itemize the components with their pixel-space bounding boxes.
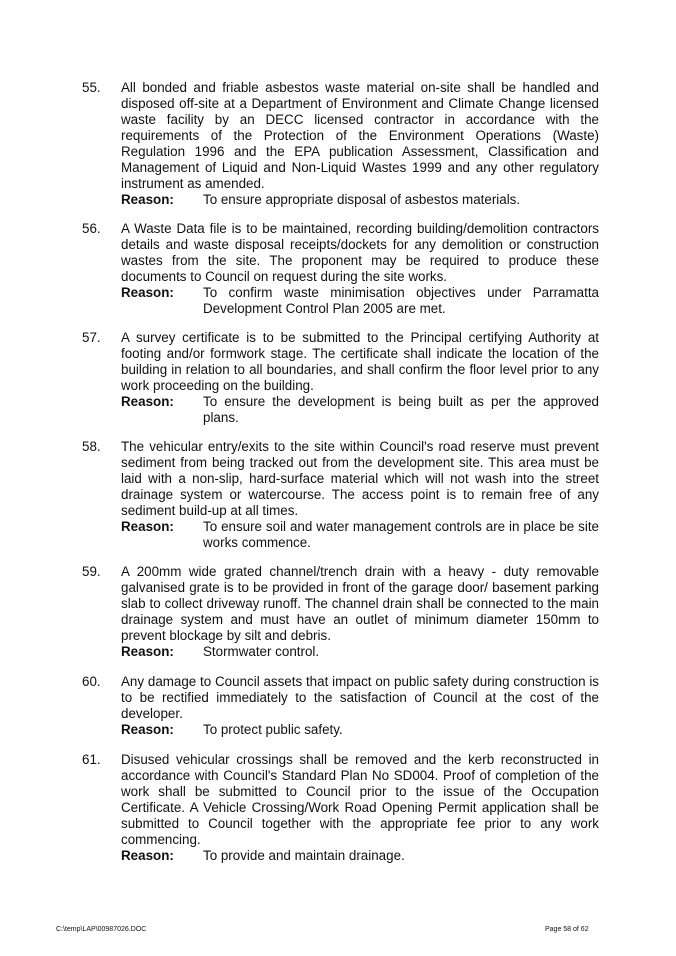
condition-body: [121, 330, 599, 426]
condition-body: [121, 439, 599, 551]
reason-row: [121, 394, 599, 426]
footer-page-number: Page 58 of 62: [545, 926, 589, 933]
condition-number: 56.: [82, 221, 101, 236]
condition-text: A Waste Data file is to be maintained, recording building/demolition contractors details and waste disposal receipts/dockets for any demolition or construction wastes from the site. The proponent may be required to produce these documents to Council on request during the site works.: [121, 221, 599, 284]
condition-body: [121, 674, 599, 738]
condition-text: Disused vehicular crossings shall be removed and the kerb reconstructed in accordance with Council's Standard Plan No SD004. Proof of completion of the work shall be submitted to Council prior to the issue of the Occupation Certificate. A Vehicle Crossing/Work Road Opening Permit application shall be submitted to Council together with the appropriate fee prior to any work commencing.: [121, 752, 599, 847]
reason-label: Reason:: [121, 285, 174, 300]
condition-number: 59.: [82, 564, 101, 579]
condition-body: [121, 564, 599, 660]
reason-row: [121, 192, 599, 208]
reason-row: [121, 848, 599, 864]
condition-body: [121, 221, 599, 317]
reason-text: Stormwater control.: [203, 644, 320, 659]
condition-number: 61.: [82, 752, 101, 767]
reason-row: [121, 519, 599, 551]
condition-text: All bonded and friable asbestos waste material on-site shall be handled and disposed off-site at a Department of Environment and Climate Change licensed waste facility by an DECC licensed contractor in accordance with the requirements of the Protection of the Environment Operations (Waste) Regulation 1996 and the EPA publication Assessment, Classification and Management of Liquid and Non-Liquid Wastes 1999 and any other regulatory instrument as amended.: [121, 80, 599, 191]
reason-label: Reason:: [121, 192, 174, 207]
reason-label: Reason:: [121, 722, 174, 737]
reason-text: To protect public safety.: [203, 722, 343, 737]
reason-label: Reason:: [121, 394, 174, 409]
reason-row: [121, 644, 599, 660]
reason-row: [121, 285, 599, 317]
condition-number: 55.: [82, 80, 101, 95]
condition-text: Any damage to Council assets that impact on public safety during construction is to be rectified immediately to the satisfaction of Council at the cost of the developer.: [121, 674, 599, 721]
reason-label: Reason:: [121, 519, 174, 534]
condition-body: [121, 80, 599, 208]
footer-file-path: C:\temp\LAP\00987026.DOC: [56, 926, 147, 933]
reason-text: To ensure soil and water management controls are in place be site works commence.: [203, 519, 599, 550]
reason-label: Reason:: [121, 848, 174, 863]
reason-text: To ensure appropriate disposal of asbestos materials.: [203, 192, 521, 207]
reason-label: Reason:: [121, 644, 174, 659]
condition-text: A 200mm wide grated channel/trench drain with a heavy - duty removable galvanised grate is to be provided in front of the garage door/ basement parking slab to collect driveway runoff. The channel drain shall be connected to the main drainage system and must have an outlet of minimum diameter 150mm to prevent blockage by silt and debris.: [121, 564, 599, 643]
reason-row: [121, 722, 599, 738]
condition-number: 57.: [82, 330, 101, 345]
condition-body: [121, 752, 599, 864]
reason-text: To provide and maintain drainage.: [203, 848, 405, 863]
condition-text: The vehicular entry/exits to the site within Council's road reserve must prevent sediment from being tracked out from the development site. This area must be laid with a non-slip, hard-surface material which will not wash into the street drainage system or watercourse. The access point is to remain free of any sediment build-up at all times.: [121, 439, 599, 518]
condition-number: 60.: [82, 674, 101, 689]
reason-text: To ensure the development is being built as per the approved plans.: [203, 394, 599, 425]
reason-text: To confirm waste minimisation objectives under Parramatta Development Control Plan 2005 are met.: [203, 285, 599, 316]
condition-number: 58.: [82, 439, 101, 454]
condition-text: A survey certificate is to be submitted to the Principal certifying Authority at footing and/or formwork stage. The certificate shall indicate the location of the building in relation to all boundaries, and shall confirm the floor level prior to any work proceeding on the building.: [121, 330, 599, 393]
